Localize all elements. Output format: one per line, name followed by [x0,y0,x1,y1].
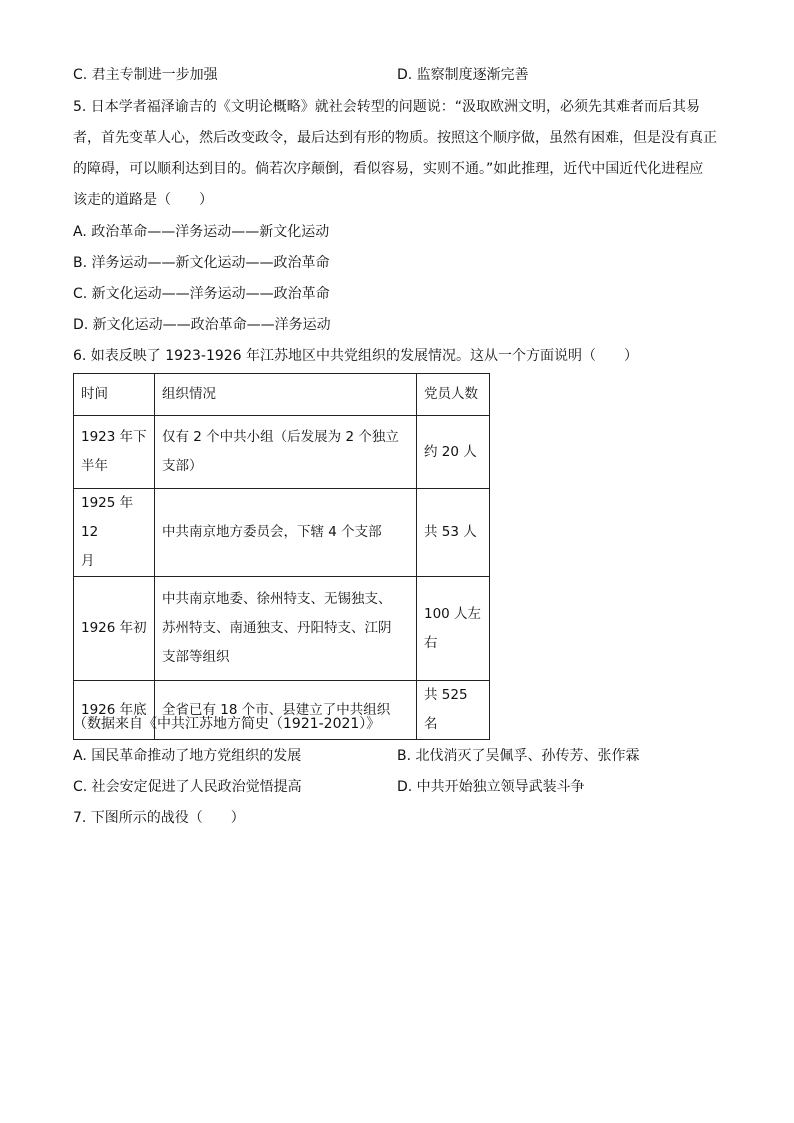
cell-line: 中共南京地委、徐州特支、无锡独支、 [162,591,392,607]
cell-line: 支部等组织 [162,649,230,665]
q5-stem-line: 该走的道路是（ ） [73,192,213,208]
header-organization: 组织情况 [155,374,417,416]
table-row [74,489,490,577]
table-header-row [74,374,490,416]
cell-line: 100 人左 [424,605,482,622]
cell-line: 1923 年下 [81,429,147,445]
cell-member-count [417,489,490,577]
q6-data-table [73,373,490,740]
q6-option-c: C. 社会安定促进了人民政治觉悟提高 [73,779,302,795]
cell-organization [155,577,417,681]
q6-option-d: D. 中共开始独立领导武装斗争 [397,779,585,795]
cell-member-count [417,681,490,740]
q5-stem-line: 5. 日本学者福泽谕吉的《文明论概略》就社会转型的问题说：“汲取欧洲文明，必须先其难者而后其易 [73,99,701,115]
cell-line: 共 53 人 [424,524,477,540]
cell-time [74,489,155,577]
q5-option-d: D. 新文化运动——政治革命——洋务运动 [73,317,331,333]
cell-line: 苏州特支、南通独支、丹阳特支、江阴 [162,620,392,636]
cell-line: 右 [424,634,438,651]
header-member-count: 党员人数 [417,374,490,416]
cell-line: 全省已有 18 个市、县建立了中共组织 [162,701,391,718]
cell-line: 月 [81,553,95,569]
header-time: 时间 [74,374,155,416]
q4-option-c: C. 君主专制进一步加强 [73,67,218,83]
q5-stem-line: 者，首先变革人心，然后改变政令，最后达到有形的物质。按照这个顺序做，虽然有困难，但是没有真正 [73,130,717,146]
table-row [74,577,490,681]
cell-organization [155,489,417,577]
q5-option-b: B. 洋务运动——新文化运动——政治革命 [73,255,330,271]
cell-line: 半年 [81,458,108,474]
q7-stem: 7. 下图所示的战役（ ） [73,810,245,826]
cell-line: 1925 年 12 [81,495,134,540]
cell-member-count [417,416,490,489]
q5-option-a: A. 政治革命——洋务运动——新文化运动 [73,224,330,240]
q6-stem: 6. 如表反映了 1923-1926 年江苏地区中共党组织的发展情况。这从一个方面说明（ ） [73,348,639,364]
q5-option-c: C. 新文化运动——洋务运动——政治革命 [73,286,330,302]
table-source-note: （数据来自《中共江苏地方简史（1921-2021）》 [73,716,381,732]
cell-line: 约 20 人 [424,443,477,460]
cell-line: 1926 年初 [81,620,147,636]
cell-time [74,577,155,681]
q6-option-b: B. 北伐消灭了吴佩孚、孙传芳、张作霖 [397,748,640,764]
cell-line: 1926 年底 [81,701,147,718]
q6-option-a: A. 国民革命推动了地方党组织的发展 [73,748,302,764]
cell-line: 中共南京地方委员会，下辖 4 个支部 [162,524,382,540]
cell-organization [155,416,417,489]
q5-stem-line: 的障碍，可以顺利达到目的。倘若次序颠倒，看似容易，实则不通。”如此推理，近代中国近代化进程应 [73,161,704,177]
cell-line: 仅有 2 个中共小组（后发展为 2 个独立 [162,429,399,445]
cell-line: 支部） [162,458,203,474]
q5-stem [73,92,723,216]
cell-time [74,416,155,489]
q4-option-d: D. 监察制度逐渐完善 [397,67,529,83]
cell-line: 共 525 名 [424,687,468,732]
cell-member-count [417,577,490,681]
table-row [74,416,490,489]
